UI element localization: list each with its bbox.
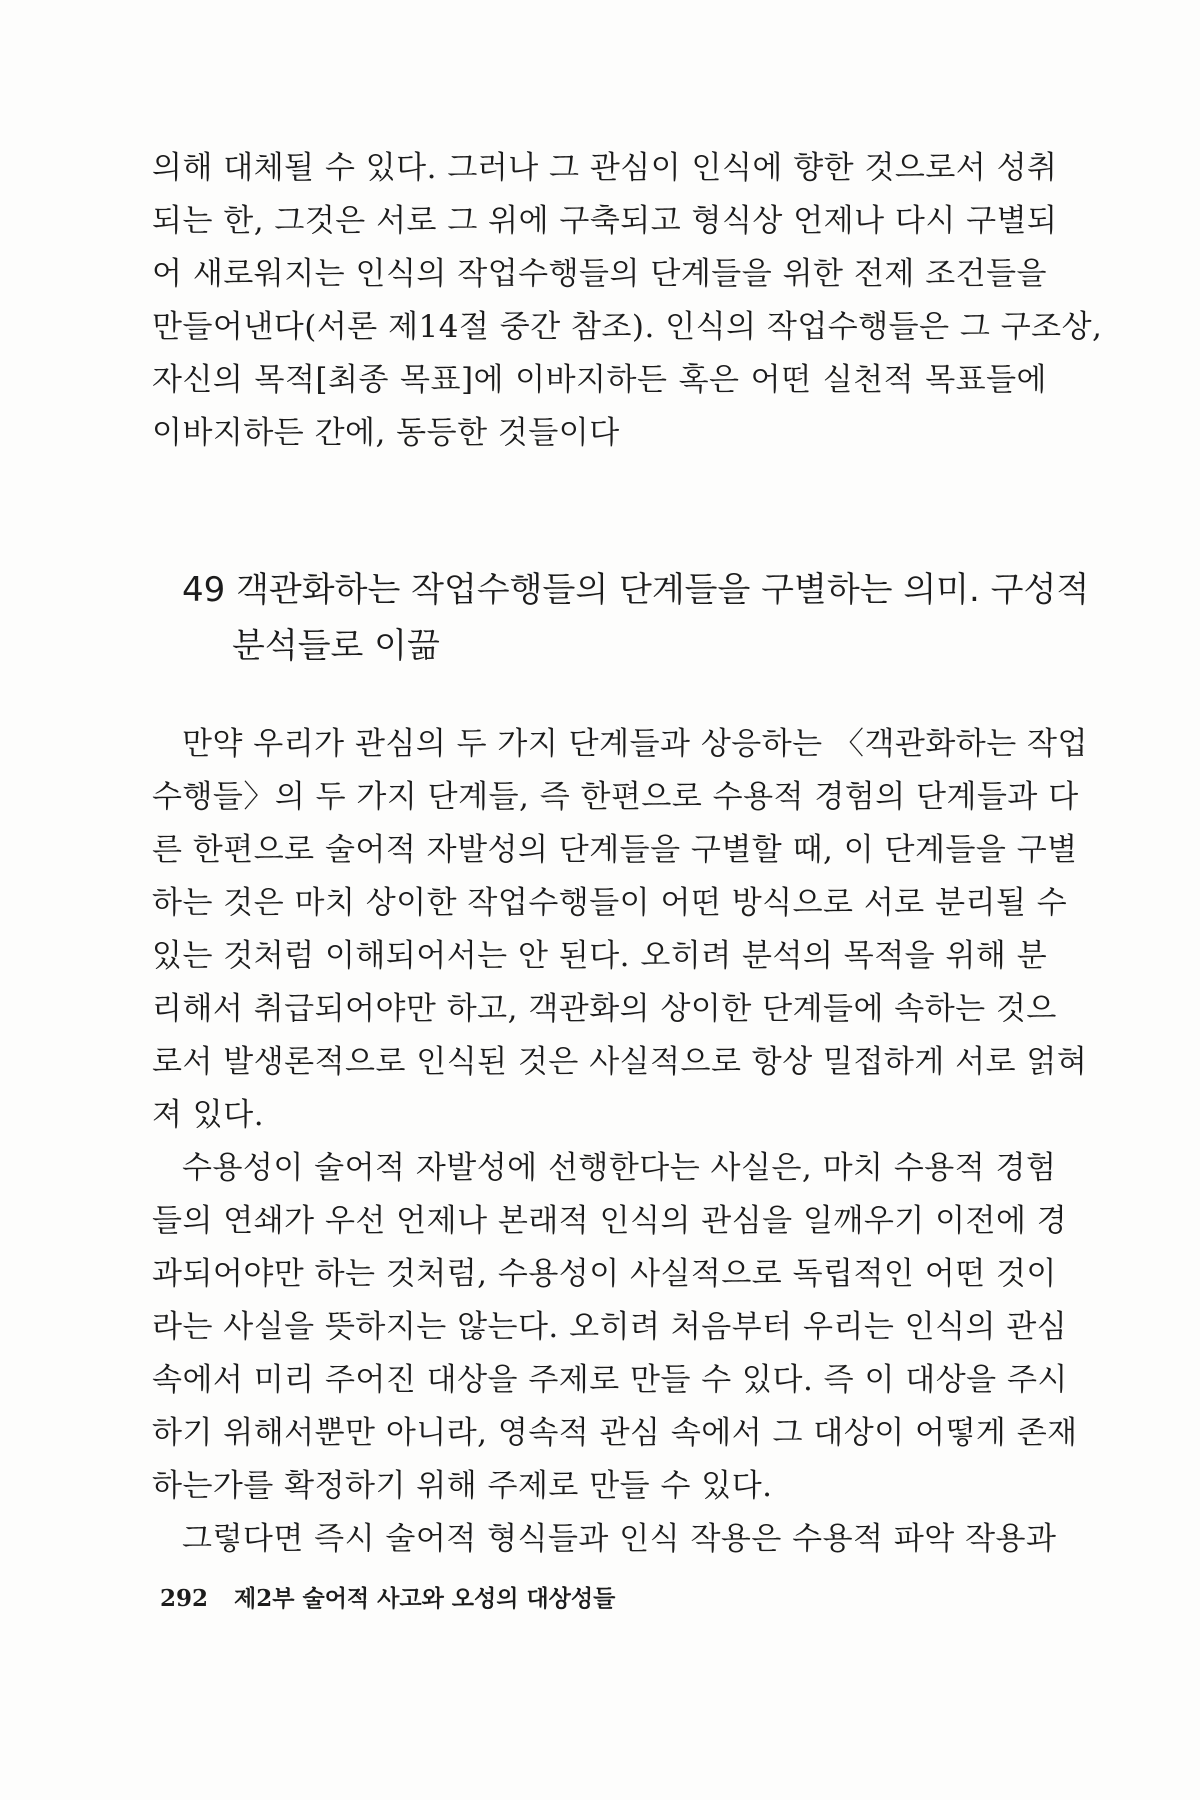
text-line: 자신의 목적[최종 목표]에 이바지하든 혹은 어떤 실천적 목표들에 — [152, 362, 1047, 398]
body-text — [152, 718, 1088, 1566]
running-title: 제2부 술어적 사고와 오성의 대상성들 — [234, 1585, 616, 1612]
page-number: 292 — [160, 1585, 209, 1612]
text-line: 있는 것처럼 이해되어서는 안 된다. 오히려 분석의 목적을 위해 분 — [152, 938, 1048, 974]
text-line: 로서 발생론적으로 인식된 것은 사실적으로 항상 밀접하게 서로 얽혀 — [152, 1044, 1088, 1080]
paragraph — [152, 718, 1088, 1142]
section-heading-line: 분석들로 이끎 — [232, 626, 440, 666]
section-heading-line: 49 객관화하는 작업수행들의 단계들을 구별하는 의미. 구성적 — [182, 570, 1090, 610]
text-line: 하는 것은 마치 상이한 작업수행들이 어떤 방식으로 서로 분리될 수 — [152, 885, 1068, 921]
paragraph — [152, 1513, 1057, 1566]
text-line: 의해 대체될 수 있다. 그러나 그 관심이 인식에 향한 것으로서 성취 — [152, 150, 1058, 186]
text-line: 하는가를 확정하기 위해 주제로 만들 수 있다. — [152, 1468, 773, 1504]
text-line: 이바지하든 간에, 동등한 것들이다 — [152, 415, 620, 451]
text-line: 그렇다면 즉시 술어적 형식들과 인식 작용은 수용적 파악 작용과 — [182, 1521, 1057, 1557]
text-line: 져 있다. — [152, 1097, 265, 1133]
text-line: 되는 한, 그것은 서로 그 위에 구축되고 형식상 언제나 다시 구별되 — [152, 203, 1058, 239]
text-line: 들의 연쇄가 우선 언제나 본래적 인식의 관심을 일깨우기 이전에 경 — [152, 1203, 1068, 1239]
text-line: 어 새로워지는 인식의 작업수행들의 단계들을 위한 전제 조건들을 — [152, 256, 1047, 292]
section-heading — [182, 562, 1090, 674]
text-line: 라는 사실을 뜻하지는 않는다. 오히려 처음부터 우리는 인식의 관심 — [152, 1309, 1068, 1345]
paragraph — [152, 1142, 1078, 1513]
text-line: 수행들〉의 두 가지 단계들, 즉 한편으로 수용적 경험의 단계들과 다 — [152, 779, 1079, 815]
text-line: 리해서 취급되어야만 하고, 객관화의 상이한 단계들에 속하는 것으 — [152, 991, 1057, 1027]
text-line: 하기 위해서뿐만 아니라, 영속적 관심 속에서 그 대상이 어떻게 존재 — [152, 1415, 1078, 1451]
text-line: 만약 우리가 관심의 두 가지 단계들과 상응하는 〈객관화하는 작업 — [182, 726, 1088, 762]
text-line: 과되어야만 하는 것처럼, 수용성이 사실적으로 독립적인 어떤 것이 — [152, 1256, 1057, 1292]
page-footer — [160, 1580, 615, 1613]
top-paragraph — [152, 142, 1103, 460]
text-line: 른 한편으로 술어적 자발성의 단계들을 구별할 때, 이 단계들을 구별 — [152, 832, 1078, 868]
text-line: 속에서 미리 주어진 대상을 주제로 만들 수 있다. 즉 이 대상을 주시 — [152, 1362, 1068, 1398]
text-line: 수용성이 술어적 자발성에 선행한다는 사실은, 마치 수용적 경험 — [182, 1150, 1057, 1186]
text-line: 만들어낸다(서론 제14절 중간 참조). 인식의 작업수행들은 그 구조상, — [152, 309, 1103, 345]
